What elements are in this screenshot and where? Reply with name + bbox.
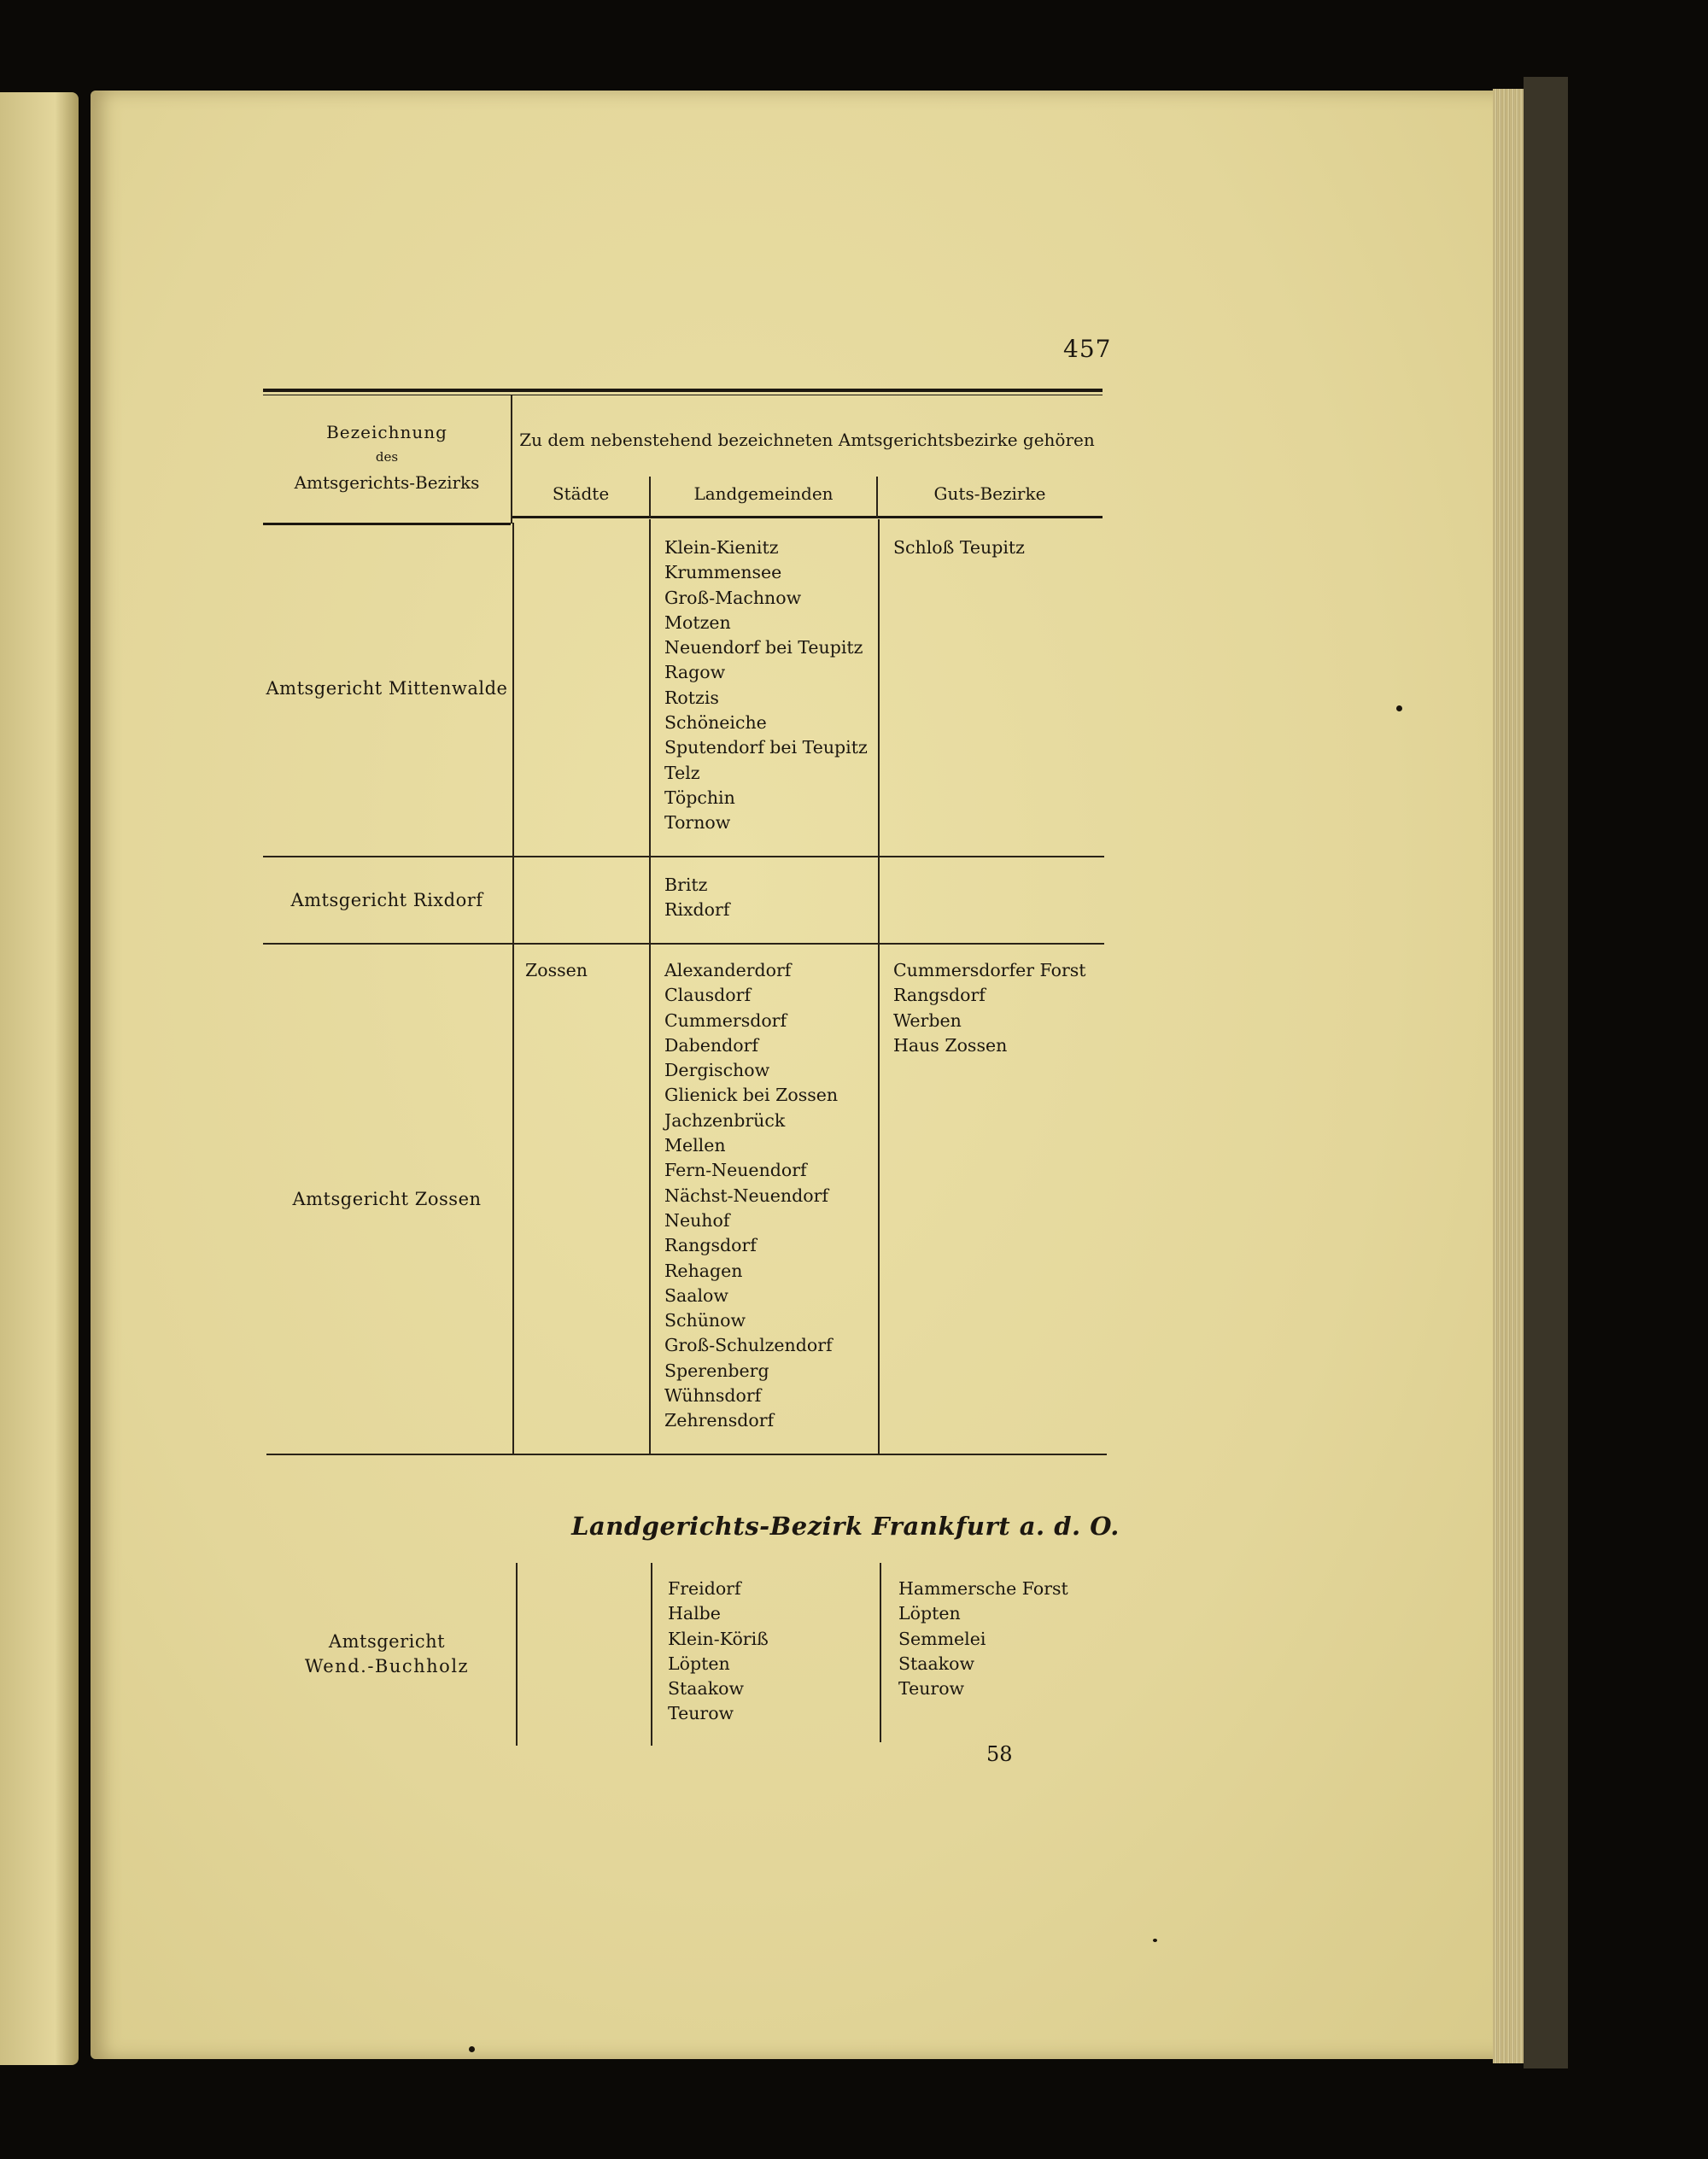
page-edges	[1493, 89, 1524, 2063]
list-item: Ragow	[664, 662, 726, 683]
list-item: Groß-Schulzendorf	[664, 1335, 833, 1356]
row-separator-2	[263, 943, 1104, 945]
list-item: Löpten	[898, 1603, 961, 1624]
list-item: Sperenberg	[664, 1360, 769, 1381]
list-item: Rotzis	[664, 687, 719, 708]
footer-number: 58	[986, 1742, 1013, 1766]
guts-list-zossen	[893, 958, 1086, 1058]
list-item: Staakow	[898, 1653, 975, 1674]
court-wend-buchholz-line2: Wend.-Buchholz	[304, 1656, 470, 1676]
list-item: Wühnsdorf	[664, 1385, 762, 1407]
list-item: Semmelei	[898, 1628, 986, 1649]
court-wend-buchholz-line1: Amtsgericht	[328, 1631, 446, 1652]
list-item: Zehrensdorf	[664, 1410, 775, 1431]
header-col-landgemeinden: Landgemeinden	[693, 483, 834, 504]
header-col1-line1: Bezeichnung	[326, 422, 447, 442]
list-item: Halbe	[668, 1603, 721, 1624]
list-item: Fern-Neuendorf	[664, 1160, 807, 1181]
list-item: Töpchin	[664, 787, 735, 808]
section-divider-2	[651, 1563, 652, 1746]
list-item: Nächst-Neuendorf	[664, 1185, 828, 1206]
header-col-guts: Guts-Bezirke	[933, 483, 1046, 504]
list-item: Rangsdorf	[893, 985, 986, 1006]
list-item: Britz	[664, 875, 708, 895]
list-item: Rangsdorf	[664, 1235, 757, 1256]
list-item: Cummersdorf	[664, 1009, 787, 1031]
list-item: Saalow	[664, 1284, 728, 1306]
list-item: Krummensee	[664, 562, 782, 583]
header-col-staedte: Städte	[552, 483, 610, 504]
paper-speck	[469, 2046, 475, 2052]
list-item: Teurow	[898, 1678, 965, 1700]
list-item: Mellen	[664, 1135, 726, 1156]
list-item: Hammersche Forst	[898, 1578, 1068, 1599]
list-item: Werben	[893, 1009, 962, 1031]
staedte-list-zossen	[525, 958, 588, 983]
body-divider-3	[878, 519, 880, 1455]
list-item: Glienick bei Zossen	[664, 1085, 839, 1106]
list-item: Rixdorf	[664, 899, 730, 921]
court-rixdorf: Amtsgericht Rixdorf	[290, 890, 483, 910]
left-page-edge	[0, 92, 79, 2065]
list-item: Schünow	[664, 1310, 746, 1331]
court-zossen: Amtsgericht Zossen	[292, 1189, 482, 1209]
page-number: 457	[1063, 335, 1112, 363]
header-bottom-rule-left	[263, 523, 511, 525]
paper-speck	[1396, 705, 1402, 711]
list-item: Rehagen	[664, 1260, 743, 1281]
list-item: Groß-Machnow	[664, 587, 802, 608]
list-item: Klein-Köriß	[668, 1628, 769, 1649]
list-item: Alexanderdorf	[664, 960, 792, 980]
book-cover	[1524, 77, 1568, 2068]
table-bottom-rule	[266, 1454, 1107, 1455]
row-separator-1	[263, 856, 1104, 857]
landgemeinden-list-rixdorf	[664, 873, 729, 923]
section-divider-3	[880, 1563, 881, 1742]
list-item: Dergischow	[664, 1060, 770, 1081]
section-title: Landgerichts-Bezirk Frankfurt a. d. O.	[571, 1512, 1120, 1541]
list-item: Schöneiche	[664, 712, 767, 734]
header-bottom-rule-right	[511, 516, 1103, 518]
header-span-title: Zu dem nebenstehend bezeichneten Amtsgerichtsbezirke gehören	[519, 430, 1095, 450]
list-item: Sputendorf bei Teupitz	[664, 737, 868, 758]
list-item: Klein-Kienitz	[664, 537, 779, 558]
header-divider-1	[511, 395, 512, 524]
landgemeinden-list-zossen	[664, 958, 838, 1434]
list-item: Teurow	[668, 1703, 734, 1724]
list-item: Telz	[664, 762, 700, 783]
header-col1-line2: des	[375, 449, 399, 465]
list-item: Staakow	[668, 1678, 745, 1700]
paper-speck	[1153, 1939, 1157, 1942]
list-item: Neuendorf bei Teupitz	[664, 637, 863, 658]
list-item: Löpten	[668, 1653, 730, 1674]
body-divider-2	[649, 519, 651, 1455]
list-item: Haus Zossen	[893, 1034, 1008, 1056]
landgemeinden-list-wend-buchholz	[668, 1577, 769, 1727]
list-item: Cummersdorfer Forst	[893, 960, 1086, 980]
list-item: Motzen	[664, 611, 731, 633]
list-item: Tornow	[664, 812, 731, 834]
header-col1-line3: Amtsgerichts-Bezirks	[294, 472, 480, 493]
list-item: Clausdorf	[664, 985, 752, 1006]
section-divider-1	[516, 1563, 518, 1746]
list-item: Zossen	[525, 960, 588, 980]
body-divider-1	[512, 523, 514, 1455]
list-item: Freidorf	[668, 1578, 741, 1599]
list-item: Dabendorf	[664, 1034, 758, 1056]
guts-list-wend-buchholz	[898, 1577, 1068, 1701]
court-mittenwalde: Amtsgericht Mittenwalde	[266, 678, 508, 699]
guts-list-mittenwalde	[893, 535, 1025, 560]
list-item: Schloß Teupitz	[893, 537, 1025, 558]
list-item: Jachzenbrück	[664, 1109, 786, 1131]
header-top-rule	[263, 389, 1103, 392]
list-item: Neuhof	[664, 1209, 730, 1231]
landgemeinden-list-mittenwalde	[664, 535, 868, 836]
